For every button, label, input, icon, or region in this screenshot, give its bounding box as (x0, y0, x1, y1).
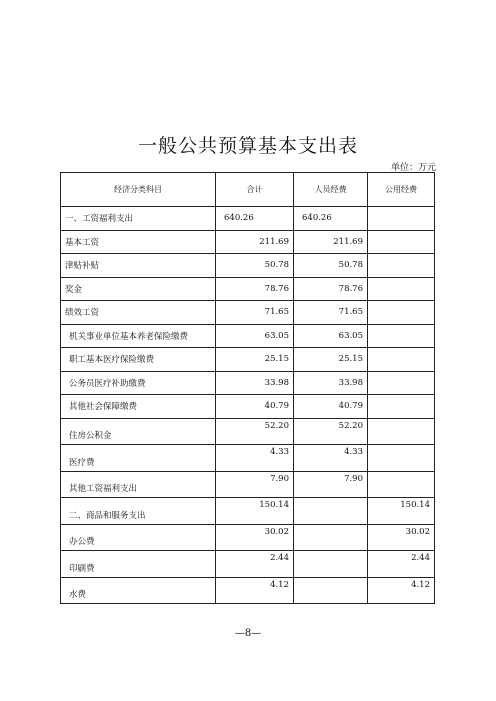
row-name: 印刷费 (61, 551, 216, 578)
row-name: 医疗费 (61, 445, 216, 472)
row-total: 40.79 (216, 395, 294, 419)
row-total: 4.33 (216, 445, 294, 472)
row-total: 640.26 (216, 207, 294, 231)
row-personnel: 4.33 (294, 445, 368, 472)
header-total: 合计 (216, 173, 294, 207)
row-public: 30.02 (368, 524, 435, 551)
row-personnel: 25.15 (294, 348, 368, 372)
header-category: 经济分类科目 (61, 173, 216, 207)
row-name: 住房公积金 (61, 418, 216, 445)
row-personnel: 7.90 (294, 471, 368, 498)
table-row (61, 551, 435, 578)
row-personnel: 71.65 (294, 301, 368, 325)
table-row (61, 230, 435, 254)
row-public (368, 324, 435, 348)
row-public: 4.12 (368, 577, 435, 604)
row-name: 一、工资福利支出 (61, 207, 216, 231)
row-total: 30.02 (216, 524, 294, 551)
row-public: 2.44 (368, 551, 435, 578)
page-title: 一般公共预算基本支出表 (137, 135, 358, 157)
row-personnel: 211.69 (294, 230, 368, 254)
table-row (61, 371, 435, 395)
row-total: 211.69 (216, 230, 294, 254)
table-row (61, 301, 435, 325)
table-row (61, 348, 435, 372)
row-personnel: 33.98 (294, 371, 368, 395)
row-name: 其他社会保障缴费 (61, 395, 216, 419)
row-name: 办公费 (61, 524, 216, 551)
table-row (61, 395, 435, 419)
row-public (368, 348, 435, 372)
row-total: 63.05 (216, 324, 294, 348)
row-name: 二、商品和服务支出 (61, 498, 216, 525)
table-row (61, 207, 435, 231)
row-total: 33.98 (216, 371, 294, 395)
row-public: 150.14 (368, 498, 435, 525)
row-public (368, 418, 435, 445)
row-name: 绩效工资 (61, 301, 216, 325)
budget-table (60, 172, 435, 604)
row-total: 7.90 (216, 471, 294, 498)
row-public (368, 277, 435, 301)
row-name: 机关事业单位基本养老保险缴费 (61, 324, 216, 348)
page-number: —8— (234, 628, 262, 639)
row-total: 71.65 (216, 301, 294, 325)
unit-label: 单位：万元 (390, 163, 436, 173)
row-personnel: 52.20 (294, 418, 368, 445)
row-personnel: 78.76 (294, 277, 368, 301)
row-personnel: 50.78 (294, 254, 368, 278)
table-row (61, 254, 435, 278)
row-personnel (294, 524, 368, 551)
row-total: 25.15 (216, 348, 294, 372)
row-personnel: 40.79 (294, 395, 368, 419)
row-personnel (294, 498, 368, 525)
table-header-row (61, 173, 435, 207)
row-total: 150.14 (216, 498, 294, 525)
row-personnel (294, 577, 368, 604)
table-row (61, 445, 435, 472)
row-public (368, 230, 435, 254)
table-row (61, 418, 435, 445)
table-row (61, 324, 435, 348)
row-public (368, 445, 435, 472)
row-name: 其他工资福利支出 (61, 471, 216, 498)
row-name: 职工基本医疗保险缴费 (61, 348, 216, 372)
header-personnel: 人员经费 (294, 173, 368, 207)
row-name: 奖金 (61, 277, 216, 301)
row-total: 78.76 (216, 277, 294, 301)
row-name: 公务员医疗补助缴费 (61, 371, 216, 395)
row-public (368, 254, 435, 278)
table-row (61, 498, 435, 525)
row-public (368, 207, 435, 231)
row-total: 4.12 (216, 577, 294, 604)
row-total: 50.78 (216, 254, 294, 278)
row-public (368, 395, 435, 419)
row-personnel: 63.05 (294, 324, 368, 348)
table-row (61, 577, 435, 604)
row-name: 水费 (61, 577, 216, 604)
row-personnel: 640.26 (294, 207, 368, 231)
row-total: 52.20 (216, 418, 294, 445)
row-public (368, 371, 435, 395)
row-public (368, 301, 435, 325)
row-name: 基本工资 (61, 230, 216, 254)
row-personnel (294, 551, 368, 578)
table-row (61, 471, 435, 498)
row-total: 2.44 (216, 551, 294, 578)
row-name: 津贴补贴 (61, 254, 216, 278)
table-row (61, 277, 435, 301)
table-row (61, 524, 435, 551)
row-public (368, 471, 435, 498)
header-public: 公用经费 (368, 173, 435, 207)
